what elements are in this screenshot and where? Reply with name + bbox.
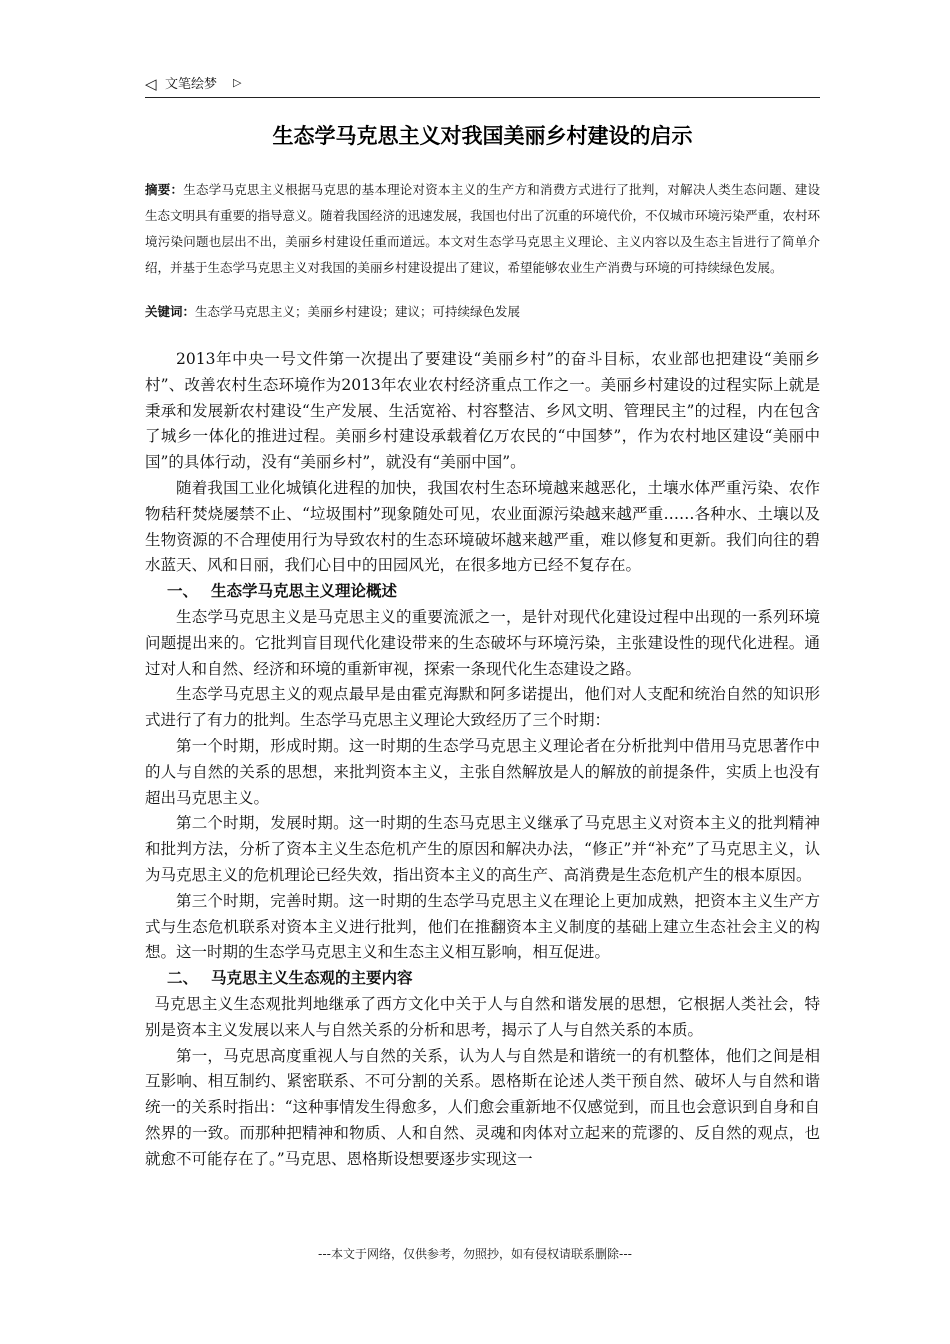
section-number: 二、: [167, 969, 199, 988]
section-title: 马克思主义生态观的主要内容: [211, 969, 413, 988]
paragraph: 2013年中央一号文件第一次提出了要建设“美丽乡村”的奋斗目标，农业部也把建设“美丽乡村”、改善农村生态环境作为2013年农业农村经济重点工作之一。美丽乡村建设的过程实际上就是秉承和发展新农村建设“生产发展、生活宽裕、村容整洁、乡风文明、管理民主”的过程，内在包含了城乡一体化的推进过程。美丽乡村建设承载着亿万农民的“中国梦”，作为农村地区建设“美丽中国”的具体行动，没有“美丽乡村”，就没有“美丽中国”。: [145, 350, 820, 472]
abstract: [145, 177, 820, 281]
abstract-text: 生态学马克思主义根据马克思的基本理论对资本主义的生产方和消费方式进行了批判，对解决人类生态问题、建设生态文明具有重要的指导意义。随着我国经济的迅速发展，我国也付出了沉重的环境代价，不仅城市环境污染严重，农村环境污染问题也层出不出，美丽乡村建设任重而道远。本文对生态学马克思主义理论、主义内容以及生态主旨进行了简单介绍，并基于生态学马克思主义对我国的美丽乡村建设提出了建议，希望能够农业生产消费与环境的可持续绿色发展。: [145, 182, 821, 275]
paragraph: 第一，马克思高度重视人与自然的关系，认为人与自然是和谐统一的有机整体，他们之间是相互影响、相互制约、紧密联系、不可分割的关系。恩格斯在论述人类干预自然、破坏人与自然和谐统一的关系时指出：“这种事情发生得愈多，人们愈会重新地不仅感觉到，而且也会意识到自身和自然界的一致。而那种把精神和物质、人和自然、灵魂和肉体对立起来的荒谬的、反自然的观点，也就愈不可能存在了。”马克思、恩格斯设想要逐步实现这一: [145, 1046, 820, 1168]
section-number: 一、: [167, 582, 199, 601]
section-heading-2: [145, 966, 820, 992]
triangle-left-icon: ◁: [145, 75, 157, 93]
document-title: 生态学马克思主义对我国美丽乡村建设的启示: [272, 124, 693, 148]
section-heading-1: [145, 579, 820, 605]
paragraph: 第三个时期，完善时期。这一时期的生态学马克思主义在理论上更加成熟，把资本主义生产方式与生态危机联系对资本主义进行批判，他们在推翻资本主义制度的基础上建立生态社会主义的构想。这一时期的生态学马克思主义和生态主义相互影响，相互促进。: [145, 891, 820, 962]
paragraph: 随着我国工业化城镇化进程的加快，我国农村生态环境越来越恶化，土壤水体严重污染、农作物秸秆焚烧屡禁不止、“垃圾围村”现象随处可见，农业面源污染越来越严重……各种水、土壤以及生物资源的不合理使用行为导致农村的生态环境破坏越来越严重，难以修复和更新。我们向往的碧水蓝天、风和日丽，我们心目中的田园风光，在很多地方已经不复存在。: [145, 478, 820, 575]
keywords-label: 关键词：: [145, 304, 196, 319]
triangle-right-icon: ▷: [233, 76, 242, 89]
header-brand: 文笔绘梦: [165, 77, 218, 92]
disclaimer-footer: ---本文于网络，仅供参考，勿照抄，如有侵权请联系删除---: [318, 1247, 632, 1261]
abstract-label: 摘要：: [145, 182, 184, 197]
section-title: 生态学马克思主义理论概述: [211, 582, 398, 601]
paragraph: 第二个时期，发展时期。这一时期的生态马克思主义继承了马克思主义对资本主义的批判精神和批判方法，分析了资本主义生态危机产生的原因和解决办法，“修正”并“补充”了马克思主义，认为马克思主义的危机理论已经失效，指出资本主义的高生产、高消费是生态危机产生的根本原因。: [145, 814, 820, 884]
keywords-text: 生态学马克思主义；美丽乡村建设；建议；可持续绿色发展: [195, 304, 521, 319]
running-header: [145, 75, 820, 97]
keywords: [145, 300, 820, 324]
paragraph: 马克思主义生态观批判地继承了西方文化中关于人与自然和谐发展的思想，它根据人类社会，特别是资本主义发展以来人与自然关系的分析和思考，揭示了人与自然关系的本质。: [145, 994, 820, 1039]
paragraph: 生态学马克思主义的观点最早是由霍克海默和阿多诺提出，他们对人支配和统治自然的知识形式进行了有力的批判。生态学马克思主义理论大致经历了三个时期：: [145, 685, 820, 730]
paragraph: 生态学马克思主义是马克思主义的重要流派之一，是针对现代化建设过程中出现的一系列环境问题提出来的。它批判盲目现代化建设带来的生态破坏与环境污染，主张建设性的现代化进程。通过对人和自然、经济和环境的重新审视，探索一条现代化生态建设之路。: [145, 607, 820, 678]
body-text: [145, 347, 820, 1173]
header-rule: [145, 97, 820, 98]
paragraph: 第一个时期，形成时期。这一时期的生态学马克思主义理论者在分析批判中借用马克思著作中的人与自然的关系的思想，来批判资本主义，主张自然解放是人的解放的前提条件，实质上也没有超出马克思主义。: [145, 736, 820, 807]
